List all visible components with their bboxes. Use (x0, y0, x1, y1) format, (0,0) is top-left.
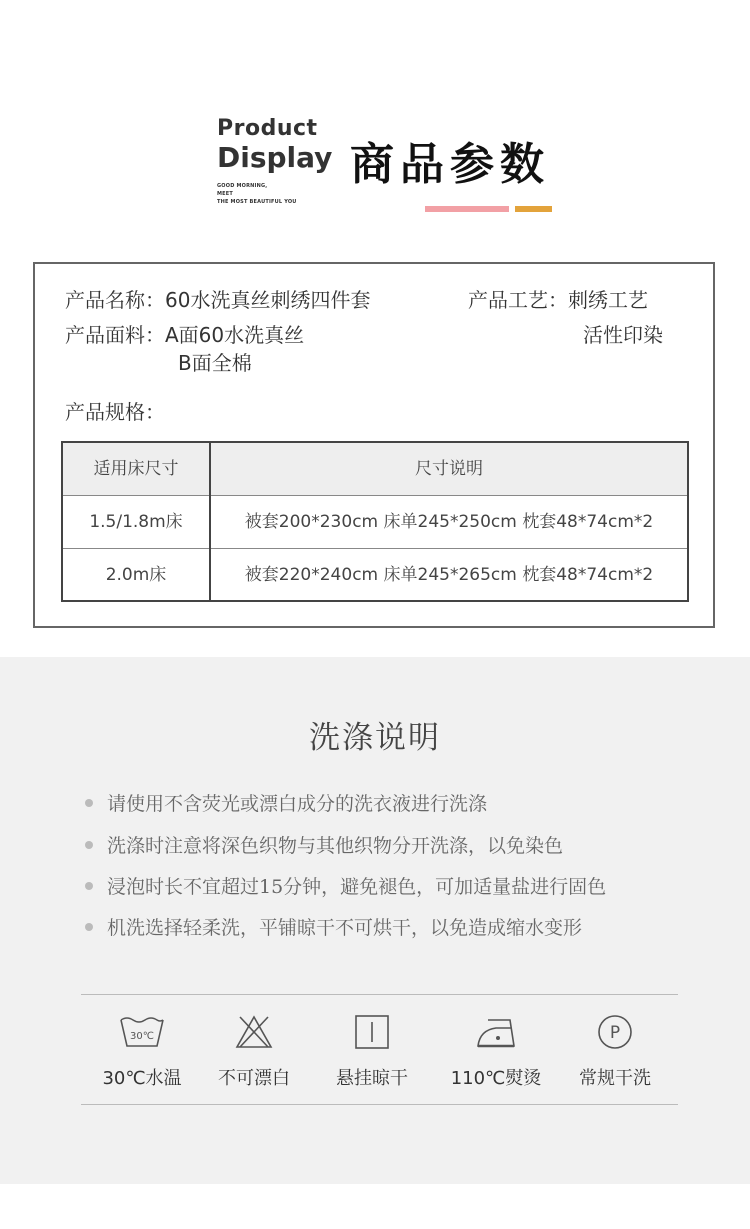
table-cell-bed-size: 1.5/1.8m床 (89, 512, 183, 532)
tagline-line-3: THE MOST BEAUTIFUL YOU (217, 199, 297, 205)
spec-table (61, 441, 689, 602)
care-label: 悬挂晾干 (336, 1068, 408, 1089)
care-no-bleach (194, 1014, 314, 1090)
table-header-size-desc: 尺寸说明 (415, 459, 483, 479)
product-fabric-row (65, 319, 304, 348)
care-label: 常规干洗 (579, 1068, 651, 1089)
product-craft-label: 产品工艺： (468, 288, 568, 312)
bullet-dot-icon (85, 799, 93, 807)
instruction-text: 浸泡时长不宜超过15分钟，避免褪色，可加适量盐进行固色 (107, 876, 607, 898)
bullet-dot-icon (85, 882, 93, 890)
instruction-text: 机洗选择轻柔洗，平铺晾干不可烘干，以免造成缩水变形 (107, 917, 583, 939)
care-label: 30℃水温 (102, 1068, 182, 1089)
list-item (85, 789, 487, 816)
hang-dry-icon (354, 1014, 390, 1050)
table-cell-bed-size: 2.0m床 (105, 565, 167, 585)
product-fabric-label: 产品面料： (65, 323, 165, 347)
tagline-line-2: MEET (217, 191, 234, 197)
instruction-text: 洗涤时注意将深色织物与其他织物分开洗涤，以免染色 (107, 835, 564, 857)
bullet-dot-icon (85, 841, 93, 849)
iron-icon (474, 1014, 518, 1050)
dry-clean-letter: P (609, 1023, 621, 1043)
tagline-line-1: GOOD MORNING, (217, 183, 268, 189)
list-item (85, 831, 563, 858)
divider-bottom (81, 1104, 678, 1105)
care-label: 不可漂白 (218, 1068, 290, 1089)
care-hang-dry (312, 1014, 432, 1090)
dry-clean-p-icon (596, 1014, 634, 1050)
table-row (63, 496, 687, 549)
table-cell-size-desc: 被套200*230cm 床单245*250cm 枕套48*74cm*2 (244, 512, 654, 532)
list-item (85, 913, 582, 940)
list-item (85, 872, 606, 899)
product-name-row (65, 284, 370, 313)
product-spec-label: 产品规格： (65, 400, 165, 424)
care-dry-clean (555, 1014, 675, 1090)
product-fabric-value-1: A面60水洗真丝 (165, 323, 305, 347)
brand-line-1: Product (217, 116, 318, 141)
care-wash-30 (82, 1014, 202, 1090)
accent-bar-orange (515, 206, 552, 212)
divider-top (81, 994, 678, 995)
page-title: 商品参数 (350, 139, 550, 190)
product-craft-value-2: 活性印染 (583, 323, 663, 347)
washing-title: 洗涤说明 (309, 720, 441, 756)
brand-line-2: Display (217, 141, 333, 174)
table-cell-size-desc: 被套220*240cm 床单245*265cm 枕套48*74cm*2 (244, 565, 654, 585)
care-label: 110℃熨烫 (450, 1068, 542, 1089)
table-header-row (63, 443, 687, 496)
table-row (63, 549, 687, 601)
accent-bar-pink (425, 206, 509, 212)
wash-temp-text: 30℃ (130, 1031, 154, 1042)
table-header-bed-size: 适用床尺寸 (93, 459, 179, 479)
no-bleach-icon (234, 1014, 274, 1050)
product-fabric-value-2: B面全棉 (178, 351, 252, 375)
brand-logo (217, 118, 332, 206)
table-column-divider (209, 443, 211, 600)
bullet-dot-icon (85, 923, 93, 931)
brand-tagline (217, 182, 332, 206)
wash-30-icon (118, 1014, 166, 1050)
instruction-text: 请使用不含荧光或漂白成分的洗衣液进行洗涤 (107, 793, 488, 815)
product-name-value: 60水洗真丝刺绣四件套 (165, 288, 371, 312)
care-iron (436, 1014, 556, 1090)
product-name-label: 产品名称： (65, 288, 165, 312)
product-craft-row (468, 284, 648, 313)
product-craft-value-1: 刺绣工艺 (568, 288, 648, 312)
